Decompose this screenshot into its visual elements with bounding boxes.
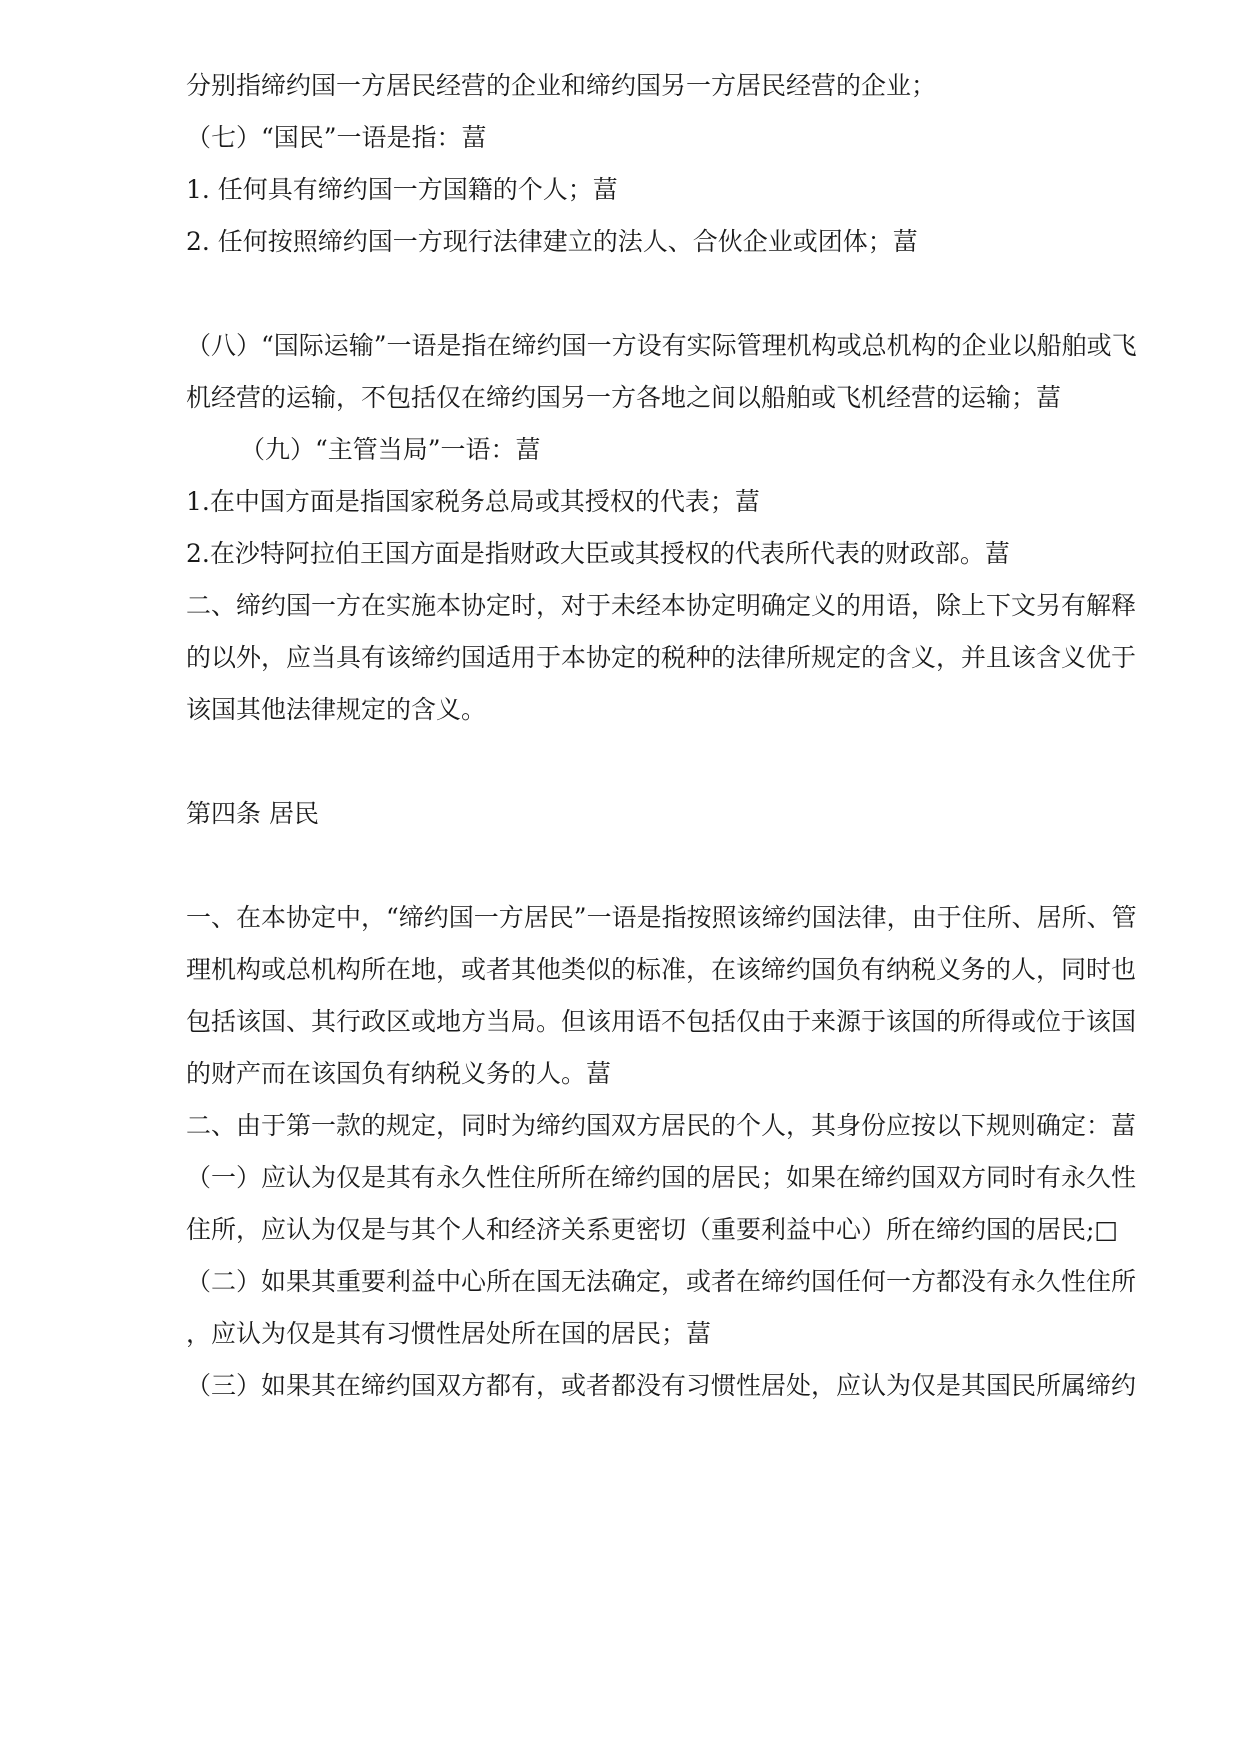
text-line: （二）如果其重要利益中心所在国无法确定，或者在缔约国任何一方都没有永久性住所 — [186, 1267, 1137, 1296]
text-line: 二、缔约国一方在实施本协定时，对于未经本协定明确定义的用语，除上下文另有解释 — [186, 591, 1137, 620]
text-line: 理机构或总机构所在地，或者其他类似的标准，在该缔约国负有纳税义务的人，同时也 — [186, 955, 1137, 984]
text-line: 的财产而在该国负有纳税义务的人。葍 — [186, 1059, 612, 1088]
text-line: （九）“主管当局”一语：葍 — [240, 435, 541, 464]
text-line: 1. 任何具有缔约国一方国籍的个人；葍 — [186, 175, 618, 204]
text-line: 1.在中国方面是指国家税务总局或其授权的代表；葍 — [186, 487, 760, 516]
text-line: （七）“国民”一语是指：葍 — [186, 123, 487, 152]
text-line: （一）应认为仅是其有永久性住所所在缔约国的居民；如果在缔约国双方同时有永久性 — [186, 1163, 1137, 1192]
text-line: ，应认为仅是其有习惯性居处所在国的居民；葍 — [186, 1319, 712, 1348]
text-line: 住所，应认为仅是与其个人和经济关系更密切（重要利益中心）所在缔约国的居民;□ — [186, 1215, 1119, 1244]
text-line: 分别指缔约国一方居民经营的企业和缔约国另一方居民经营的企业； — [186, 71, 937, 100]
text-line: （八）“国际运输”一语是指在缔约国一方设有实际管理机构或总机构的企业以船舶或飞 — [186, 331, 1137, 360]
text-line: 的以外，应当具有该缔约国适用于本协定的税种的法律所规定的含义，并且该含义优于 — [186, 643, 1137, 672]
text-line: 二、由于第一款的规定，同时为缔约国双方居民的个人，其身份应按以下规则确定：葍 — [186, 1111, 1137, 1140]
text-line: 2. 任何按照缔约国一方现行法律建立的法人、合伙企业或团体；葍 — [186, 227, 918, 256]
text-line: 机经营的运输，不包括仅在缔约国另一方各地之间以船舶或飞机经营的运输；葍 — [186, 383, 1062, 412]
text-line: 一、在本协定中，“缔约国一方居民”一语是指按照该缔约国法律，由于住所、居所、管 — [186, 903, 1137, 932]
text-line: 包括该国、其行政区或地方当局。但该用语不包括仅由于来源于该国的所得或位于该国 — [186, 1007, 1137, 1036]
text-line: 该国其他法律规定的含义。 — [186, 695, 487, 724]
text-line: （三）如果其在缔约国双方都有，或者都没有习惯性居处，应认为仅是其国民所属缔约 — [186, 1371, 1137, 1400]
text-line: 2.在沙特阿拉伯王国方面是指财政大臣或其授权的代表所代表的财政部。葍 — [186, 539, 1010, 568]
section-heading: 第四条 居民 — [186, 799, 319, 828]
